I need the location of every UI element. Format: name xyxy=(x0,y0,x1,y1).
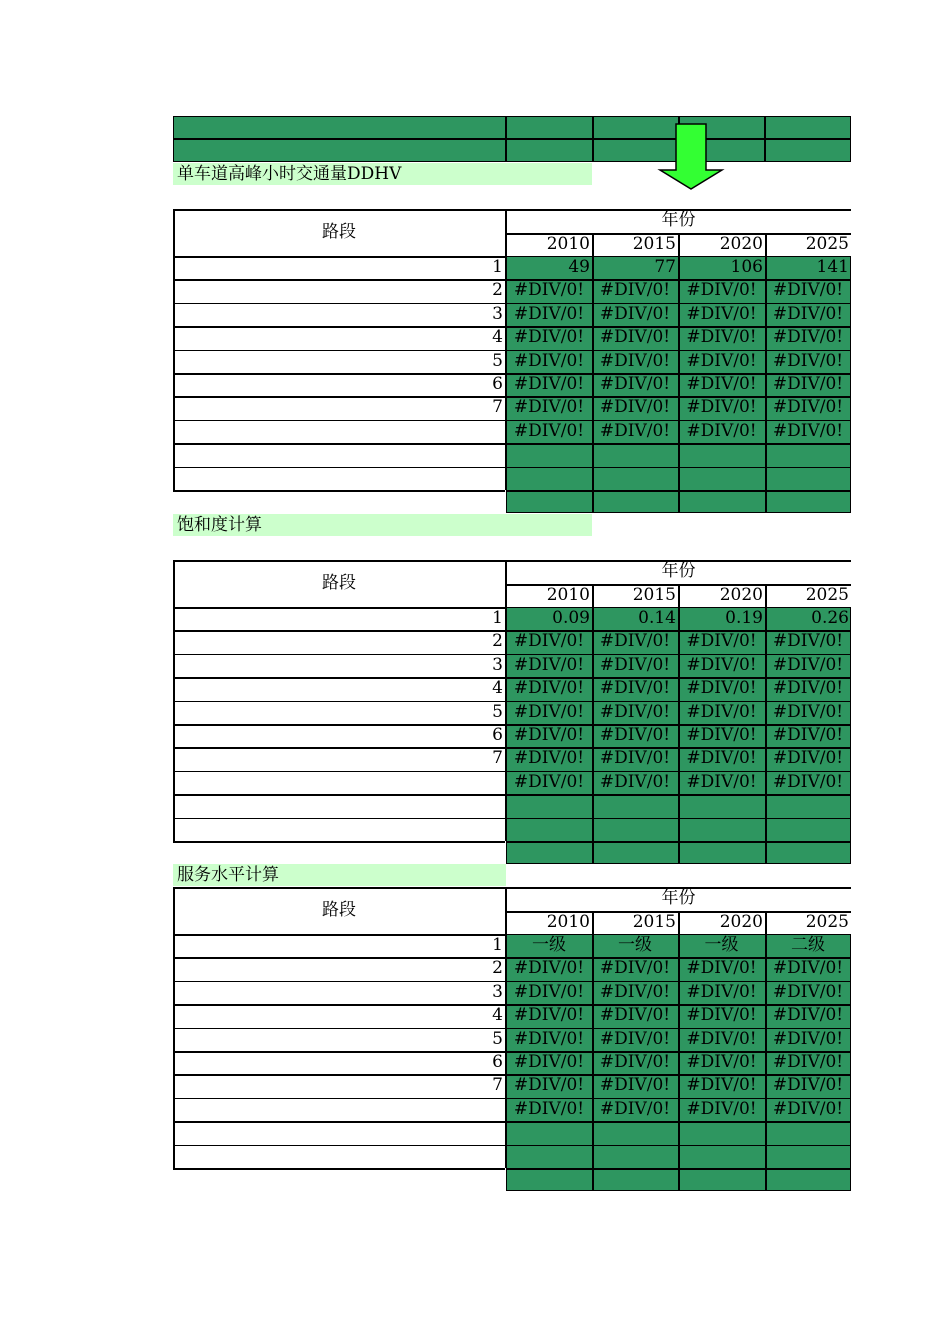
ddhv-cell: #DIV/0! xyxy=(772,420,844,441)
saturation-cell: #DIV/0! xyxy=(686,748,757,769)
ddhv-label-vline xyxy=(505,256,507,490)
ddhv-cell: #DIV/0! xyxy=(513,280,585,301)
section-title-service: 服务水平计算 xyxy=(173,864,506,886)
saturation-row-label: 4 xyxy=(492,678,503,699)
saturation-row-label: 6 xyxy=(492,725,503,745)
ddhv-cell: #DIV/0! xyxy=(599,374,671,394)
saturation-row-label: 7 xyxy=(492,748,503,769)
ddhv-cell: #DIV/0! xyxy=(686,280,757,301)
ddhv-cell: 49 xyxy=(568,257,590,277)
ddhv-cell xyxy=(592,467,678,490)
service-cell: #DIV/0! xyxy=(599,1098,671,1119)
ddhv-row-label xyxy=(173,443,505,466)
top-header-vline-1 xyxy=(505,116,507,162)
ddhv-cell: #DIV/0! xyxy=(599,303,671,324)
saturation-cell: #DIV/0! xyxy=(772,678,844,699)
saturation-cell: #DIV/0! xyxy=(599,631,671,652)
ddhv-cell: #DIV/0! xyxy=(513,303,585,324)
saturation-cell xyxy=(765,818,851,841)
saturation-cell: #DIV/0! xyxy=(513,701,585,722)
saturation-cell: #DIV/0! xyxy=(513,748,585,769)
saturation-cell xyxy=(678,841,765,864)
service-cell xyxy=(765,1145,851,1168)
service-year-vline-2 xyxy=(678,911,680,934)
service-year-vline-1 xyxy=(592,911,594,934)
saturation-cell: #DIV/0! xyxy=(772,631,844,652)
saturation-year-2025: 2025 xyxy=(805,585,849,605)
service-cell: #DIV/0! xyxy=(686,981,757,1002)
ddhv-cell: #DIV/0! xyxy=(513,374,585,394)
saturation-cell: #DIV/0! xyxy=(686,771,757,792)
saturation-col-vline-1 xyxy=(592,607,594,864)
service-cell: 一级 xyxy=(618,935,652,955)
ddhv-cell: #DIV/0! xyxy=(772,327,844,348)
saturation-cell xyxy=(592,818,678,841)
service-cell: #DIV/0! xyxy=(686,1005,757,1026)
service-cell: #DIV/0! xyxy=(513,1098,585,1119)
saturation-cell: 0.14 xyxy=(638,608,676,628)
saturation-cell: #DIV/0! xyxy=(686,725,757,745)
saturation-cell xyxy=(678,794,765,817)
saturation-cell: #DIV/0! xyxy=(513,678,585,699)
saturation-row-label xyxy=(173,818,505,841)
top-header-divider xyxy=(173,138,851,140)
service-cell: #DIV/0! xyxy=(772,1005,844,1026)
service-cell: #DIV/0! xyxy=(513,981,585,1002)
saturation-segment-header: 路段 xyxy=(322,573,356,593)
ddhv-cell xyxy=(765,490,851,513)
saturation-cell: #DIV/0! xyxy=(772,748,844,769)
ddhv-row-label: 3 xyxy=(492,303,503,324)
service-cell: #DIV/0! xyxy=(513,1075,585,1096)
ddhv-row-label: 7 xyxy=(492,397,503,418)
ddhv-cell: #DIV/0! xyxy=(513,350,585,371)
ddhv-cell xyxy=(765,443,851,466)
service-cell xyxy=(678,1121,765,1144)
service-cell: #DIV/0! xyxy=(686,1028,757,1049)
saturation-year-vline-2 xyxy=(678,584,680,607)
ddhv-cell: #DIV/0! xyxy=(686,397,757,418)
saturation-cell: #DIV/0! xyxy=(772,725,844,745)
saturation-cell: #DIV/0! xyxy=(513,771,585,792)
service-row-label: 6 xyxy=(492,1052,503,1072)
saturation-cell xyxy=(506,794,592,817)
ddhv-cell: #DIV/0! xyxy=(686,374,757,394)
ddhv-year-header: 年份 xyxy=(661,210,696,230)
service-row-label: 5 xyxy=(492,1028,503,1049)
ddhv-col-vline-3 xyxy=(765,256,767,513)
ddhv-row-label: 4 xyxy=(492,327,503,348)
ddhv-year-2020: 2020 xyxy=(719,234,763,254)
service-year-2015: 2015 xyxy=(632,912,676,932)
saturation-col-vline-2 xyxy=(678,607,680,864)
saturation-cell: #DIV/0! xyxy=(599,725,671,745)
service-row-label: 4 xyxy=(492,1005,503,1026)
service-cell: #DIV/0! xyxy=(772,1098,844,1119)
saturation-cell: #DIV/0! xyxy=(513,654,585,675)
saturation-cell: #DIV/0! xyxy=(686,701,757,722)
saturation-col-vline-3 xyxy=(765,607,767,864)
saturation-cell xyxy=(765,841,851,864)
saturation-cell: 0.09 xyxy=(552,608,590,628)
service-segment-header: 路段 xyxy=(322,900,356,920)
saturation-label-bottom xyxy=(173,841,505,843)
ddhv-cell: #DIV/0! xyxy=(513,420,585,441)
service-cell: #DIV/0! xyxy=(686,1052,757,1072)
saturation-label-vline xyxy=(505,607,507,841)
service-col-vline-2 xyxy=(678,934,680,1191)
saturation-cell xyxy=(592,794,678,817)
service-year-header: 年份 xyxy=(661,888,696,908)
service-cell: #DIV/0! xyxy=(686,1098,757,1119)
ddhv-cell: #DIV/0! xyxy=(599,327,671,348)
service-cell: #DIV/0! xyxy=(599,1005,671,1026)
saturation-cell: #DIV/0! xyxy=(599,771,671,792)
ddhv-cell xyxy=(678,467,765,490)
saturation-row-label: 5 xyxy=(492,701,503,722)
service-cell xyxy=(765,1168,851,1191)
ddhv-cell: #DIV/0! xyxy=(599,420,671,441)
saturation-cell: #DIV/0! xyxy=(772,701,844,722)
saturation-year-vline-1 xyxy=(592,584,594,607)
ddhv-cell xyxy=(506,490,592,513)
ddhv-cell: #DIV/0! xyxy=(772,280,844,301)
ddhv-row-label: 1 xyxy=(492,257,503,277)
saturation-row-label xyxy=(173,771,505,794)
service-cell: #DIV/0! xyxy=(772,1028,844,1049)
service-cell: #DIV/0! xyxy=(513,1052,585,1072)
service-cell: 一级 xyxy=(532,935,566,955)
service-row-label xyxy=(173,1098,505,1121)
ddhv-cell xyxy=(765,467,851,490)
saturation-cell: #DIV/0! xyxy=(599,701,671,722)
saturation-row-label: 1 xyxy=(492,608,503,628)
ddhv-segment-header: 路段 xyxy=(322,222,356,242)
service-label-vline xyxy=(505,934,507,1168)
service-cell: #DIV/0! xyxy=(772,981,844,1002)
ddhv-cell: #DIV/0! xyxy=(686,303,757,324)
saturation-row-label: 3 xyxy=(492,654,503,675)
ddhv-row-label xyxy=(173,467,505,490)
service-year-2025: 2025 xyxy=(805,912,849,932)
section-title-ddhv: 单车道高峰小时交通量DDHV xyxy=(173,163,592,185)
service-cell xyxy=(592,1121,678,1144)
saturation-cell: 0.26 xyxy=(811,608,849,628)
saturation-cell: #DIV/0! xyxy=(686,631,757,652)
ddhv-cell xyxy=(678,490,765,513)
ddhv-year-vline-3 xyxy=(765,233,767,256)
service-cell xyxy=(506,1121,592,1144)
ddhv-cell: #DIV/0! xyxy=(686,350,757,371)
service-col-vline-1 xyxy=(592,934,594,1191)
ddhv-cell: #DIV/0! xyxy=(772,397,844,418)
ddhv-year-2025: 2025 xyxy=(805,234,849,254)
service-cell: #DIV/0! xyxy=(599,1028,671,1049)
service-cell xyxy=(506,1168,592,1191)
ddhv-label-bottom xyxy=(173,490,505,492)
service-cell xyxy=(592,1168,678,1191)
ddhv-cell: #DIV/0! xyxy=(599,397,671,418)
ddhv-year-2015: 2015 xyxy=(632,234,676,254)
saturation-cell xyxy=(765,794,851,817)
service-cell: #DIV/0! xyxy=(686,1075,757,1096)
saturation-cell: #DIV/0! xyxy=(513,725,585,745)
saturation-cell xyxy=(506,818,592,841)
ddhv-year-2010: 2010 xyxy=(546,234,590,254)
ddhv-cell: #DIV/0! xyxy=(513,327,585,348)
service-cell: #DIV/0! xyxy=(599,1075,671,1096)
ddhv-cell xyxy=(592,490,678,513)
service-cell xyxy=(765,1121,851,1144)
ddhv-year-vline-2 xyxy=(678,233,680,256)
service-cell: #DIV/0! xyxy=(599,981,671,1002)
ddhv-col-vline-2 xyxy=(678,256,680,513)
service-cell xyxy=(678,1168,765,1191)
ddhv-row-label: 2 xyxy=(492,280,503,301)
saturation-cell xyxy=(592,841,678,864)
saturation-cell: #DIV/0! xyxy=(599,678,671,699)
service-cell: #DIV/0! xyxy=(772,1075,844,1096)
service-row-label: 3 xyxy=(492,981,503,1002)
ddhv-cell: #DIV/0! xyxy=(686,420,757,441)
service-cell: #DIV/0! xyxy=(513,1028,585,1049)
ddhv-cell: #DIV/0! xyxy=(513,397,585,418)
top-header-vline-2 xyxy=(592,116,594,162)
service-cell: 二级 xyxy=(791,935,825,955)
service-year-2020: 2020 xyxy=(719,912,763,932)
service-year-vline-3 xyxy=(765,911,767,934)
ddhv-cell xyxy=(506,467,592,490)
down-arrow-icon xyxy=(656,122,726,192)
service-cell: 一级 xyxy=(704,935,739,955)
ddhv-cell: #DIV/0! xyxy=(599,280,671,301)
ddhv-cell: 77 xyxy=(654,257,676,277)
ddhv-cell xyxy=(678,443,765,466)
saturation-row-label: 2 xyxy=(492,631,503,652)
service-cell xyxy=(506,1145,592,1168)
section-title-saturation: 饱和度计算 xyxy=(173,514,592,536)
saturation-cell xyxy=(506,841,592,864)
saturation-cell xyxy=(678,818,765,841)
service-row-label: 1 xyxy=(492,935,503,955)
ddhv-cell: #DIV/0! xyxy=(686,327,757,348)
saturation-cell: #DIV/0! xyxy=(599,748,671,769)
ddhv-cell: #DIV/0! xyxy=(599,350,671,371)
service-cell: #DIV/0! xyxy=(772,958,844,979)
saturation-year-2010: 2010 xyxy=(546,585,590,605)
ddhv-cell: #DIV/0! xyxy=(772,303,844,324)
ddhv-col-vline-1 xyxy=(592,256,594,513)
service-cell: #DIV/0! xyxy=(772,1052,844,1072)
ddhv-cell xyxy=(592,443,678,466)
service-row-label: 2 xyxy=(492,958,503,979)
service-cell xyxy=(592,1145,678,1168)
ddhv-cell xyxy=(506,443,592,466)
service-col-vline-3 xyxy=(765,934,767,1191)
saturation-year-header: 年份 xyxy=(661,561,696,581)
service-row-label xyxy=(173,1145,505,1168)
saturation-cell: #DIV/0! xyxy=(772,654,844,675)
top-header-vline-4 xyxy=(764,116,766,162)
ddhv-cell: #DIV/0! xyxy=(772,374,844,394)
ddhv-row-label xyxy=(173,420,505,443)
service-cell: #DIV/0! xyxy=(686,958,757,979)
saturation-year-2015: 2015 xyxy=(632,585,676,605)
ddhv-cell: 106 xyxy=(730,257,763,277)
saturation-cell: #DIV/0! xyxy=(686,654,757,675)
saturation-cell: #DIV/0! xyxy=(513,631,585,652)
saturation-year-2020: 2020 xyxy=(719,585,763,605)
saturation-cell: 0.19 xyxy=(725,608,763,628)
service-cell: #DIV/0! xyxy=(599,958,671,979)
ddhv-cell: 141 xyxy=(816,257,849,277)
saturation-cell: #DIV/0! xyxy=(772,771,844,792)
ddhv-row-label: 5 xyxy=(492,350,503,371)
ddhv-row-label: 6 xyxy=(492,374,503,394)
service-row-label: 7 xyxy=(492,1075,503,1096)
saturation-cell: #DIV/0! xyxy=(599,654,671,675)
service-year-2010: 2010 xyxy=(546,912,590,932)
ddhv-cell: #DIV/0! xyxy=(772,350,844,371)
service-cell xyxy=(678,1145,765,1168)
service-cell: #DIV/0! xyxy=(513,958,585,979)
service-label-bottom xyxy=(173,1168,505,1170)
saturation-year-vline-3 xyxy=(765,584,767,607)
saturation-cell: #DIV/0! xyxy=(686,678,757,699)
saturation-row-label xyxy=(173,794,505,817)
service-cell: #DIV/0! xyxy=(513,1005,585,1026)
ddhv-year-vline-1 xyxy=(592,233,594,256)
service-cell: #DIV/0! xyxy=(599,1052,671,1072)
service-row-label xyxy=(173,1121,505,1144)
